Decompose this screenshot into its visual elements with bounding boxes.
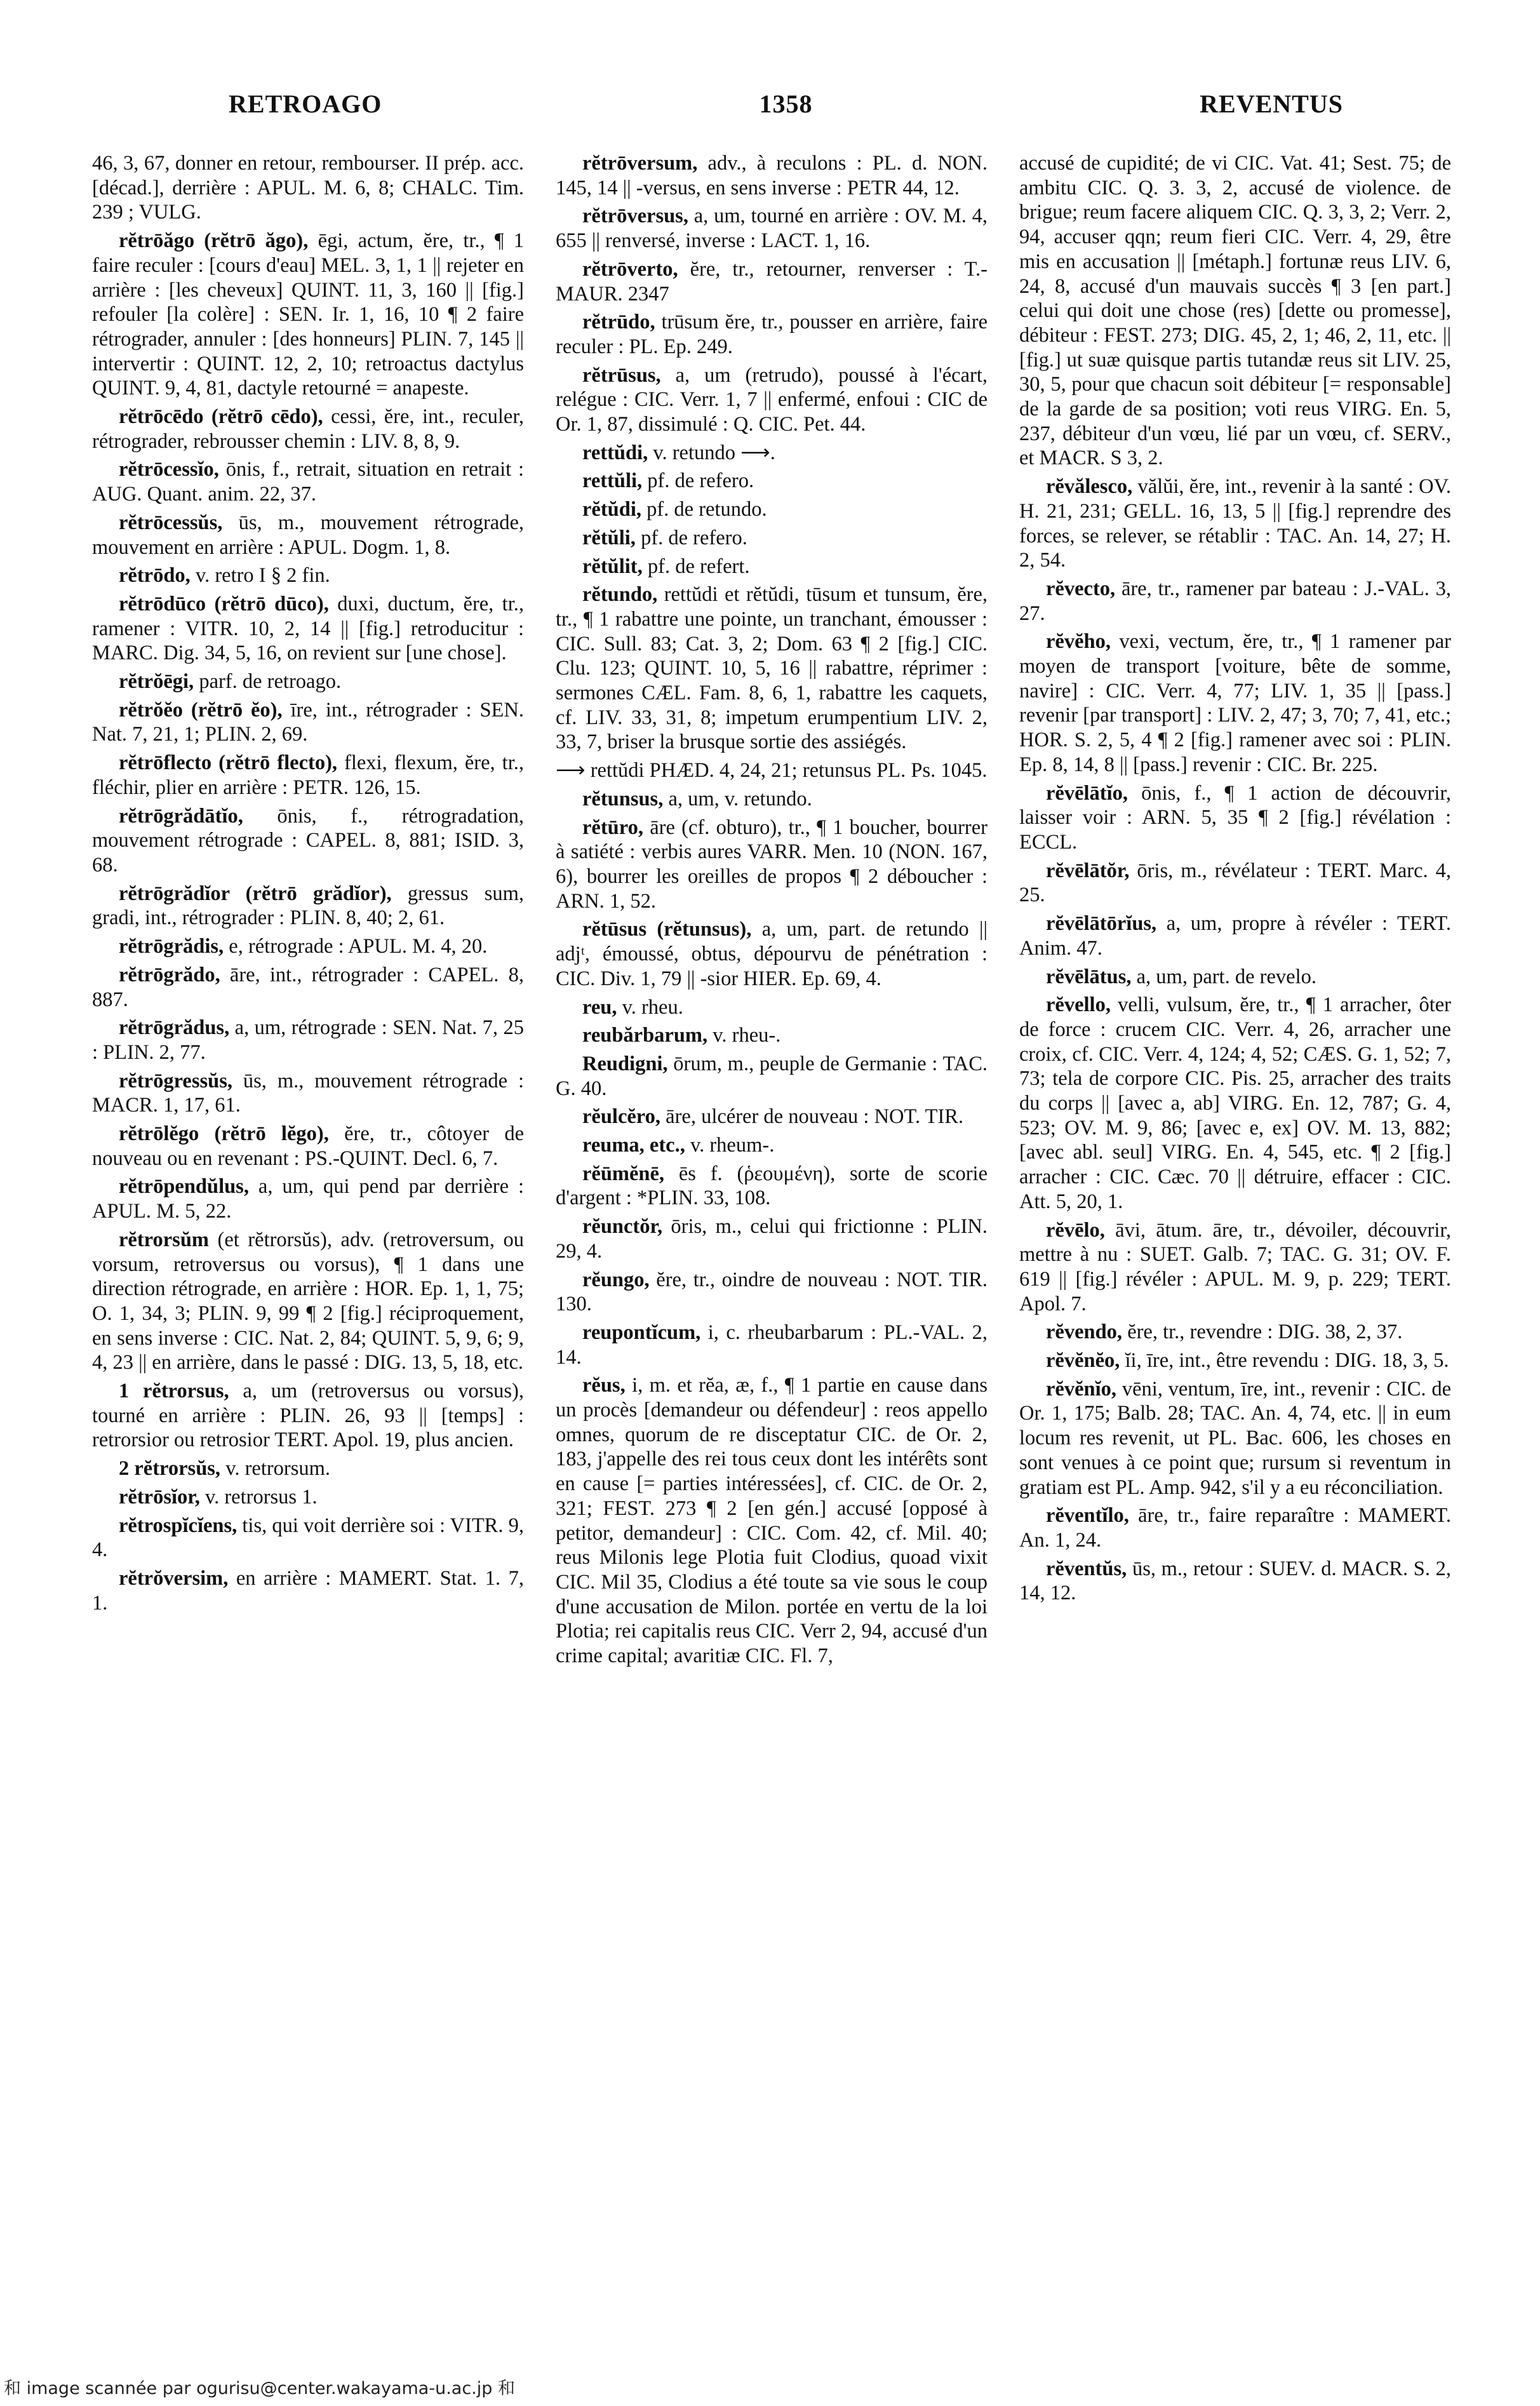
dictionary-entry — [556, 1105, 988, 1129]
headword: rĕvendo, — [1046, 1321, 1123, 1344]
dictionary-entry — [556, 758, 988, 783]
dictionary-entry — [556, 204, 988, 253]
headword: rĕvello, — [1046, 993, 1111, 1017]
headword: rĕtrōgrădĭor (rĕtrō grădĭor), — [119, 882, 392, 905]
headword: rĕunctŏr, — [582, 1215, 663, 1239]
dictionary-entry — [556, 1052, 988, 1101]
headword: rĕtrōcessŭs, — [119, 511, 223, 534]
entry-definition: ĕre, tr., retourner, renverser : T.-MAUR. 2347 — [556, 257, 988, 306]
dictionary-entry — [92, 698, 524, 747]
dictionary-entry — [1019, 781, 1451, 855]
entry-definition: a, um (retrudo), poussé à l'écart, relégue : CIC. Verr. 1, 7 || enfermé, enfoui : CIC de Or. 1, 87, dissimulé : Q. CIC. Pet. 44. — [556, 363, 988, 436]
column-2 — [556, 151, 988, 2323]
dictionary-entry — [92, 1228, 524, 1375]
dictionary-entry — [556, 497, 988, 522]
dictionary-entry — [556, 995, 988, 1020]
dictionary-entry — [1019, 965, 1451, 990]
headword: rĕtrŏĕo (rĕtrō ĕo), — [119, 698, 283, 722]
entry-definition: a, um, v. retundo. — [668, 787, 812, 810]
entry-definition: parf. de retroago. — [199, 670, 342, 694]
headword: rĕtrōgrădis, — [119, 935, 224, 958]
dictionary-entry — [1019, 151, 1451, 471]
dictionary-entry — [556, 787, 988, 812]
entry-definition: a, um, qui pend par derrière : APUL. M. 5, 22. — [92, 1175, 524, 1223]
headword: rĕtrōversus, — [582, 205, 688, 228]
dictionary-entry — [92, 1566, 524, 1615]
entry-definition: en arrière : MAMERT. Stat. 1. 7, 1. — [92, 1566, 524, 1615]
headword: rettŭli, — [582, 469, 643, 493]
headword: rĕvēlātus, — [1046, 965, 1132, 988]
entry-definition: v. rheu. — [622, 995, 683, 1019]
entry-definition: vexi, vectum, ĕre, tr., ¶ 1 ramener par moyen de transport [voiture, bête de somme, navire] : CIC. Verr. 4, 77; LIV. 1, 35 || [pass.] revenir [par transport] : LIV. 2, 47; 3, 70; 7, 41, etc.; HOR. S. 2, 5, 4 ¶ 2 [fig.] ramener avec soi : PLIN. Ep. 8, 14, 8 || [pass.] revenir : CIC. Br. 225. — [1019, 630, 1451, 776]
entry-definition: accusé de cupidité; de vi CIC. Vat. 41; Sest. 75; de ambitu CIC. Q. 3. 3, 2, accusé de violence. de brigue; reum facere aliquem CIC. Q. 3, 3, 2; Verr. 2, 94, accuser qqn; reum fieri CIC. Verr. 4, 29, être mis en accusation || [métaph.] fortunæ reus LIV. 6, 24, 8, accusé d'un mauvais succès ¶ 3 [en part.] celui qui doit une chose (res) [dette ou promesse], débiteur : FEST. 273; DIG. 45, 2, 1; 46, 2, 11, etc. || [fig.] ut suæ quisque partis tutandæ reus sit LIV. 25, 30, 5, pour que chacun soit débiteur [= responsable] de la garde de sa position; voti reus VIRG. En. 5, 237, débiteur d'un vœu, lié par un vœu, cf. SERV., et MACR. S 3, 2. — [1019, 152, 1451, 470]
dictionary-entry — [92, 592, 524, 666]
entry-definition: velli, vulsum, ĕre, tr., ¶ 1 arracher, ôter de force : crucem CIC. Verr. 4, 26, arracher une croix, cf. CIC. Verr. 4, 124; 4, 52; CÆS. G. 1, 52; 7, 73; tela de corpore CIC. Pis. 25, arracher des traits du corps || [avec a, ab] VIRG. En. 12, 787; G. 4, 523; OV. M. 9, 86; [avec e, ex] OV. M. 13, 882; [avec abl. seul] VIRG. En. 4, 545, etc. ¶ 2 [fig.] arracher : CIC. Cæc. 70 || détruire, effacer : CIC. Att. 5, 20, 1. — [1019, 993, 1451, 1213]
dictionary-entry — [556, 1373, 988, 1668]
headword: rĕvĕnĭo, — [1046, 1377, 1117, 1401]
entry-definition: pf. de refero. — [647, 469, 754, 493]
dictionary-entry — [556, 1214, 988, 1263]
entry-definition: i, c. rheubarbarum : PL.-VAL. 2, 14. — [556, 1321, 988, 1369]
dictionary-entry — [92, 934, 524, 959]
dictionary-entry — [92, 563, 524, 588]
entry-definition: v. retundo ⟶. — [653, 441, 775, 464]
headword: rĕtrōgrădātĭo, — [119, 804, 243, 828]
headword: rĕtŭdi, — [582, 498, 641, 521]
headword: rĕtrōsĭor, — [119, 1485, 200, 1509]
dictionary-entry — [556, 1133, 988, 1158]
dictionary-entry — [92, 804, 524, 878]
headword: rĕvēlātōrĭus, — [1046, 912, 1157, 936]
dictionary-entry — [1019, 859, 1451, 908]
dictionary-entry — [556, 554, 988, 579]
entry-definition: āre (cf. obturo), tr., ¶ 1 boucher, bourrer à satiété : verbis aures VARR. Men. 10 (NON. 167, 6), bourrer les oreilles de propos ¶ 2 déboucher : ARN. 1, 52. — [556, 816, 988, 913]
headword: rĕventŭs, — [1046, 1557, 1127, 1580]
headword: rĕtrūdo, — [582, 311, 655, 334]
headword: rĕtrōdūco (rĕtrō dūco), — [119, 592, 329, 615]
entry-definition: a, um, part. de revelo. — [1136, 965, 1316, 988]
entry-definition: duxi, ductum, ĕre, tr., ramener : VITR. 10, 2, 14 || [fig.] retroducitur : MARC. Dig. 34, 5, 16, on revient sur [une chose]. — [92, 592, 524, 665]
dictionary-entry — [92, 1485, 524, 1510]
headword: rĕulcĕro, — [582, 1105, 661, 1129]
headword: rĕtrōăgo (rĕtrō ăgo), — [119, 229, 309, 253]
dictionary-entry — [92, 669, 524, 694]
dictionary-entry — [1019, 993, 1451, 1214]
entry-definition: āre, tr., ramener par bateau : J.-VAL. 3, 27. — [1019, 577, 1451, 625]
entry-definition: a, um, tourné en arrière : OV. M. 4, 655 || renversé, inverse : LACT. 1, 16. — [556, 205, 988, 253]
headword: rĕtrōlĕgo (rĕtrō lĕgo), — [119, 1122, 329, 1146]
headword: rĕtrōcessĭo, — [119, 458, 219, 481]
entry-definition: pf. de retundo. — [646, 498, 767, 521]
header-last-word: REVENTUS — [1200, 90, 1343, 118]
entry-definition: adv., à reculons : PL. d. NON. 145, 14 || -versus, en sens inverse : PETR 44, 12. — [556, 152, 988, 199]
dictionary-page — [92, 151, 1451, 2323]
entry-definition: īre, int., rétrograder : SEN. Nat. 7, 21, 1; PLIN. 2, 69. — [92, 698, 524, 746]
dictionary-entry — [556, 1321, 988, 1369]
page-number: 1358 — [759, 90, 813, 118]
headword: rĕtrōcēdo (rĕtrō cēdo), — [119, 405, 323, 429]
entry-definition: (et rĕtrorsŭs), adv. (retroversum, ou vorsum, retroversus ou vorsus), ¶ 1 dans une direction rétrograde, en arrière : HOR. Ep. 1, 1, 75; O. 1, 34, 3; PLIN. 9, 99 ¶ 2 [fig.] réciproquement, en sens inverse : CIC. Nat. 2, 84; QUINT. 5, 9, 6; 9, 4, 23 || en arrière, dans le passé : DIG. 13, 5, 18, etc. — [92, 1228, 524, 1374]
entry-definition: v. retrorsum. — [225, 1457, 331, 1481]
dictionary-entry — [556, 582, 988, 755]
entry-definition: āre, tr., faire reparaître : MAMERT. An. 1, 24. — [1019, 1504, 1451, 1552]
entry-definition: gressus sum, gradi, int., rétrograder : PLIN. 8, 40; 2, 61. — [92, 882, 524, 930]
headword: rĕtrūsus, — [582, 363, 661, 387]
headword: rĕvecto, — [1046, 577, 1116, 600]
headword: rĕvēlātŏr, — [1046, 859, 1130, 882]
entry-definition: trūsum ĕre, tr., pousser en arrière, faire reculer : PL. Ep. 249. — [556, 311, 988, 358]
headword: rĕtūro, — [582, 816, 643, 839]
entry-definition: āre, int., rétrograder : CAPEL. 8, 887. — [92, 963, 524, 1011]
column-3 — [1019, 151, 1451, 2323]
dictionary-entry — [1019, 1320, 1451, 1345]
dictionary-entry — [92, 1456, 524, 1481]
entry-definition: ōnis, f., retrait, situation en retrait : AUG. Quant. anim. 22, 37. — [92, 458, 524, 506]
scan-footer: 和 image scannée par ogurisu@center.wakayama-u.ac.jp 和 — [4, 2379, 515, 2398]
entry-definition: ēgi, actum, ĕre, tr., ¶ 1 faire reculer : [cours d'eau] MEL. 3, 1, 1 || rejeter en arrière : [les cheveux] QUINT. 11, 3, 160 || [fig.] refouler [la colère] : SEN. Ir. 1, 16, 10 ¶ 2 faire rétrograder, annuler : [des honneurs] PLIN. 7, 145 || intervertir : QUINT. 12, 2, 10; retroactus dactylus QUINT. 9, 4, 81, dactyle retourné = anapeste. — [92, 229, 524, 400]
dictionary-entry — [92, 457, 524, 506]
entry-definition: a, um, propre à révéler : TERT. Anim. 47. — [1019, 912, 1451, 960]
headword: reuma, etc., — [582, 1134, 685, 1157]
headword: rĕtūsus (rĕtunsus), — [582, 918, 752, 941]
entry-definition: āre, ulcérer de nouveau : NOT. TIR. — [666, 1105, 964, 1129]
entry-definition: ĕre, tr., côtoyer de nouveau ou en revenant : PS.-QUINT. Decl. 6, 7. — [92, 1122, 524, 1170]
dictionary-entry — [1019, 1348, 1451, 1373]
headword: rĕūmĕnē, — [582, 1162, 665, 1185]
dictionary-entry — [556, 816, 988, 914]
headword: rĕtrorsŭm — [119, 1228, 209, 1251]
entry-definition: ōrum, m., peuple de Germanie : TAC. G. 40. — [556, 1052, 988, 1100]
dictionary-entry — [556, 441, 988, 466]
dictionary-entry — [1019, 577, 1451, 626]
dictionary-entry — [556, 1162, 988, 1211]
headword: rĕungo, — [582, 1268, 650, 1291]
headword: rĕtrōgrădus, — [119, 1016, 230, 1040]
dictionary-entry — [92, 405, 524, 454]
dictionary-entry — [556, 526, 988, 551]
dictionary-entry — [92, 511, 524, 560]
entry-definition: ĭi, īre, int., être revendu : DIG. 18, 3, 5. — [1125, 1349, 1449, 1373]
entry-definition: ūs, m., retour : SUEV. d. MACR. S. 2, 14, 12. — [1019, 1557, 1451, 1605]
entry-definition: vălŭi, ĕre, int., revenir à la santé : OV. H. 21, 231; GELL. 16, 13, 5 || [fig.] reprendre des forces, se relever, se rétablir : TAC. An. 14, 27; H. 2, 54. — [1019, 475, 1451, 572]
dictionary-entry — [556, 917, 988, 991]
dictionary-entry — [1019, 1503, 1451, 1552]
entry-definition: e, rétrograde : APUL. M. 4, 20. — [229, 935, 488, 958]
entry-definition: pf. de refert. — [647, 554, 750, 578]
entry-definition: flexi, flexum, ĕre, tr., fléchir, plier en arrière : PETR. 126, 15. — [92, 751, 524, 799]
headword: rĕtrōverto, — [582, 257, 678, 281]
headword: rĕventĭlo, — [1046, 1504, 1129, 1528]
dictionary-entry — [92, 1016, 524, 1065]
entry-definition: cessi, ĕre, int., reculer, rétrograder, rebrousser chemin : LIV. 8, 8, 9. — [92, 405, 524, 453]
entry-definition: ōnis, f., rétrogradation, mouvement rétrograde : CAPEL. 8, 881; ISID. 3, 68. — [92, 804, 524, 877]
entry-definition: ōris, m., révélateur : TERT. Marc. 4, 25. — [1019, 859, 1451, 907]
entry-definition: vēni, ventum, īre, int., revenir : CIC. de Or. 1, 175; Balb. 28; TAC. An. 4, 74, etc. || in eum locum res revenit, ut PL. Bac. 606, les choses en sont venues à ce point que; rursum si reventum in gratiam est PL. Amp. 942, s'il y a eu réconciliation. — [1019, 1377, 1451, 1499]
entry-definition: ōris, m., celui qui frictionne : PLIN. 29, 4. — [556, 1215, 988, 1263]
headword: rettŭdi, — [582, 441, 648, 464]
dictionary-entry — [92, 1069, 524, 1118]
headword: rĕtrōpendŭlus, — [119, 1175, 249, 1199]
entry-definition: ūs, m., mouvement rétrograde, mouvement en arrière : APUL. Dogm. 1, 8. — [92, 511, 524, 559]
headword: 1 rĕtrorsus, — [119, 1380, 229, 1403]
dictionary-entry — [556, 1268, 988, 1317]
headword: rĕtrōgrădo, — [119, 963, 220, 986]
dictionary-entry — [1019, 474, 1451, 573]
entry-definition: ūs, m., mouvement rétrograde : MACR. 1, 17, 61. — [92, 1069, 524, 1117]
headword: rĕvălesco, — [1046, 475, 1133, 499]
dictionary-entry — [92, 882, 524, 931]
entry-definition: v. retrorsus 1. — [204, 1485, 318, 1509]
headword: rĕvēlātĭo, — [1046, 781, 1128, 805]
headword: reubărbarum, — [582, 1024, 708, 1047]
headword: rĕvēlo, — [1046, 1218, 1105, 1242]
dictionary-entry — [92, 963, 524, 1012]
entry-definition: v. rheum-. — [690, 1134, 775, 1157]
headword: rĕtrōdo, — [119, 564, 191, 588]
entry-definition: v. rheu-. — [713, 1024, 781, 1047]
dictionary-entry — [556, 310, 988, 359]
headword: rĕtrōflecto (rĕtrō flecto), — [119, 751, 338, 775]
dictionary-entry — [92, 1174, 524, 1223]
entry-definition: 46, 3, 67, donner en retour, rembourser. II prép. acc. [décad.], derrière : APUL. M. 6, 8; CHALC. Tim. 239 ; VULG. — [92, 152, 524, 224]
headword: reupontĭcum, — [582, 1321, 701, 1344]
dictionary-entry — [556, 363, 988, 437]
headword: rĕtunsus, — [582, 787, 664, 810]
headword: rĕtrospĭcĭens, — [119, 1514, 238, 1537]
dictionary-entry — [1019, 629, 1451, 777]
headword: rĕtundo, — [582, 583, 658, 607]
entry-definition: v. retro I § 2 fin. — [195, 564, 330, 588]
headword: 2 rĕtrorsŭs, — [119, 1457, 221, 1481]
dictionary-entry — [556, 1023, 988, 1048]
dictionary-entry — [92, 1514, 524, 1563]
dictionary-entry — [556, 151, 988, 200]
headword: reu, — [582, 995, 617, 1019]
header-first-word: RETROAGO — [229, 90, 382, 118]
dictionary-entry — [92, 1122, 524, 1171]
dictionary-entry — [556, 257, 988, 306]
headword: rĕtrōgressŭs, — [119, 1069, 233, 1092]
entry-definition: ĕre, tr., revendre : DIG. 38, 2, 37. — [1127, 1321, 1403, 1344]
entry-definition: āvi, ātum. āre, tr., dévoiler, découvrir, mettre à nu : SUET. Galb. 7; TAC. G. 31; OV. F. 619 || [fig.] révéler : APUL. M. 9, p. 229; TERT. Apol. 7. — [1019, 1218, 1451, 1315]
entry-definition: a, um, rétrograde : SEN. Nat. 7, 25 : PLIN. 2, 77. — [92, 1016, 524, 1064]
entry-definition: ōnis, f., ¶ 1 action de découvrir, laisser voir : ARN. 5, 35 ¶ 2 [fig.] révélation : ECCL. — [1019, 781, 1451, 854]
column-1 — [92, 151, 524, 2323]
dictionary-entry — [92, 151, 524, 225]
dictionary-entry — [1019, 1218, 1451, 1317]
dictionary-entry — [1019, 1377, 1451, 1500]
headword: rĕvĕho, — [1046, 630, 1111, 654]
headword: rĕtrŏversim, — [119, 1566, 229, 1590]
headword: rĕtŭli, — [582, 526, 636, 549]
entry-definition: tis, qui voit derrière soi : VITR. 9, 4. — [92, 1514, 524, 1562]
headword: rĕtrōversum, — [582, 152, 698, 175]
dictionary-entry — [1019, 911, 1451, 960]
entry-definition: pf. de refero. — [641, 526, 747, 549]
dictionary-entry — [92, 1379, 524, 1453]
dictionary-entry — [92, 229, 524, 401]
dictionary-entry — [1019, 1557, 1451, 1606]
entry-definition: a, um, part. de retundo || adjᵗ, émoussé, obtus, dépourvu de pénétration : CIC. Div. 1, 79 || -sior HIER. Ep. 69, 4. — [556, 918, 988, 990]
entry-definition: ēs f. (ῥεουμένη), sorte de scorie d'argent : *PLIN. 33, 108. — [556, 1162, 988, 1210]
dictionary-entry — [556, 469, 988, 494]
headword: rĕtrŏēgi, — [119, 670, 194, 694]
headword: rĕtŭlit, — [582, 554, 643, 578]
entry-definition: i, m. et rĕa, æ, f., ¶ 1 partie en cause dans un procès [demandeur ou défendeur] : reos appello omnes, quorum de re disceptatur CIC. de Or. 2, 183, j'appelle des rei tous ceux dont les intérêts sont en cause [= parties intéressées], cf. CIC. de Or. 2, 321; FEST. 273 ¶ 2 [en gén.] accusé [opposé à petitor, demandeur] : CIC. Com. 42, cf. Mil. 40; reus Milonis lege Plotia fuit Clodius, quoad vixit CIC. Mil 35, Clodius a été toute sa vie sous le coup d'une accusation de Milon. portée en vertu de la loi Plotia; rei capitalis reus CIC. Verr 2, 94, accusé d'un crime capital; avaritiæ CIC. Fl. 7, — [556, 1374, 988, 1668]
entry-definition: ⟶ rettŭdi PHÆD. 4, 24, 21; retunsus PL. Ps. 1045. — [556, 759, 988, 783]
headword: rĕus, — [582, 1374, 626, 1397]
dictionary-entry — [92, 751, 524, 800]
entry-definition: ĕre, tr., oindre de nouveau : NOT. TIR. 130. — [556, 1268, 988, 1316]
headword: Reudigni, — [582, 1052, 668, 1075]
entry-definition: rettŭdi et rĕtŭdi, tūsum et tunsum, ĕre, tr., ¶ 1 rabattre une pointe, un tranchant, émousser : CIC. Sull. 83; Cat. 3, 2; Dom. 63 ¶ 2 [fig.] CIC. Clu. 123; QUINT. 10, 5, 16 || rabattre, réprimer : sermones CÆL. Fam. 8, 6, 1, rabattre les caquets, cf. LIV. 33, 31, 8; impetum erumpentium LIV. 2, 33, 7, briser la brusque sortie des assiégés. — [556, 583, 988, 754]
entry-definition: a, um (retroversus ou vorsus), tourné en arrière : PLIN. 26, 93 || [temps] : retrorsior ou retrosior TERT. Apol. 19, plus ancien. — [92, 1380, 524, 1452]
headword: rĕvĕnĕo, — [1046, 1349, 1120, 1373]
running-header — [229, 89, 1343, 127]
